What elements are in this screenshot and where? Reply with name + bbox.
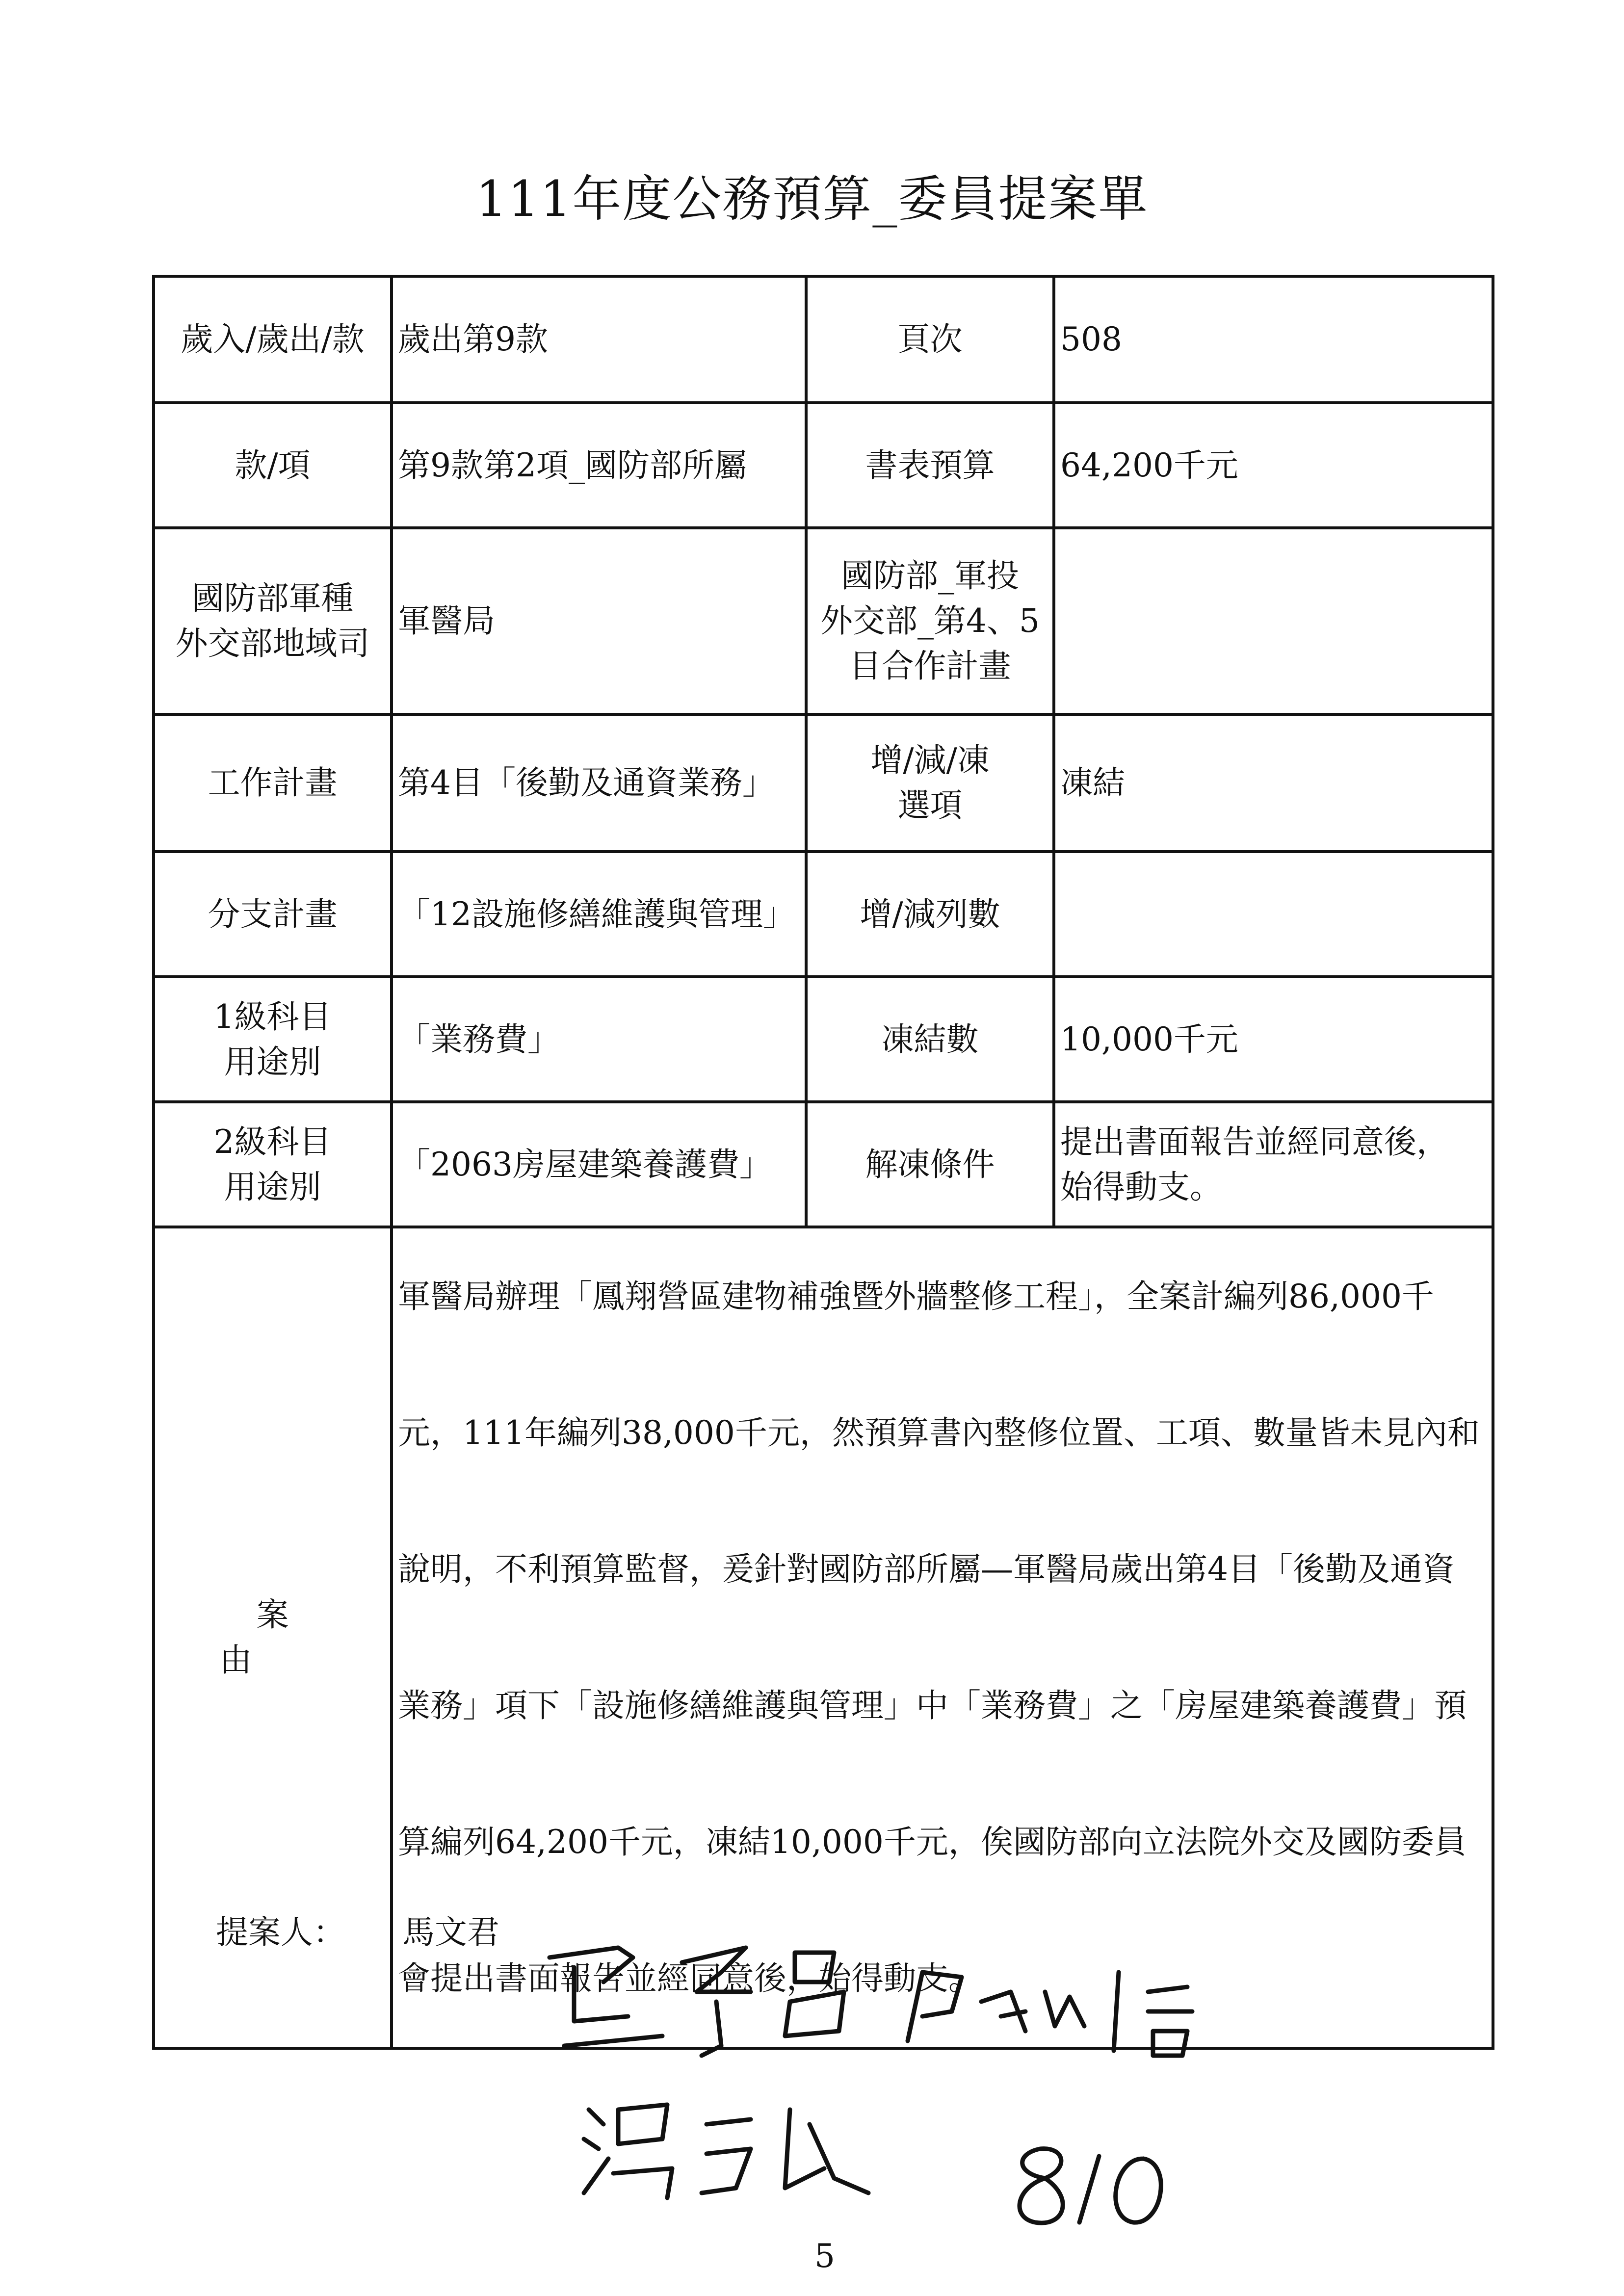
field-label: 國防部軍種 外交部地域司 (154, 528, 392, 714)
field-label: 歲入/歲出/款 (154, 276, 392, 403)
field-label: 工作計畫 (154, 714, 392, 852)
page-title: 111年度公務預算_委員提案單 (475, 170, 1149, 228)
field-label: 解凍條件 (806, 1102, 1054, 1227)
field-value: 64,200千元 (1054, 403, 1493, 528)
field-label: 國防部_軍投 外交部_第4、5 目合作計畫 (806, 528, 1054, 714)
signature-wen (584, 2105, 868, 2198)
field-label: 款/項 (154, 403, 392, 528)
field-label: 增/減/凍 選項 (806, 714, 1054, 852)
reason-label-text: 案由 (219, 1596, 363, 1679)
field-value: 歲出第9款 (392, 276, 806, 403)
reason-text: 軍醫局辦理「鳳翔營區建物補強暨外牆整修工程」，全案計編列86,000千元，111年編列38,000千元，然預算書內整修位置、工項、數量皆未見內和說明，不利預算監督，爰針對國防部所屬—軍醫局歲出第4目「後勤及通資業務」項下「設施修繕維護與管理」中「業務費」之「房屋建築養護費」預算編列64,200千元，凍結10,000千元，俟國防部向立法院外交及國防委員會提出書面報告並經同意後，始得動支。 (398, 1278, 1480, 1997)
field-value: 508 (1054, 276, 1493, 403)
field-value: 「業務費」 (392, 977, 806, 1102)
field-label: 書表預算 (806, 403, 1054, 528)
field-label: 增/減列數 (806, 852, 1054, 977)
field-value: 10,000千元 (1054, 977, 1493, 1102)
field-value: 「2063房屋建築養護費」 (392, 1102, 806, 1227)
field-value: 「12設施修繕維護與管理」 (392, 852, 806, 977)
signature-chen (908, 1972, 1192, 2056)
page-number: 5 (814, 2237, 835, 2275)
handwritten-number (1020, 2149, 1161, 2223)
proposer-label: 提案人： (216, 1913, 345, 1951)
field-label: 分支計畫 (154, 852, 392, 977)
proposer-name: 馬文君 (402, 1913, 499, 1951)
field-value: 第4目「後勤及通資業務」 (392, 714, 806, 852)
field-value: 凍結 (1054, 714, 1493, 852)
field-label: 頁次 (806, 276, 1054, 403)
field-value: 提出書面報告並經同意後， 始得動支。 (1054, 1102, 1493, 1227)
field-value: 軍醫局 (392, 528, 806, 714)
field-label: 2級科目 用途別 (154, 1102, 392, 1227)
field-label: 1級科目 用途別 (154, 977, 392, 1102)
field-label: 凍結數 (806, 977, 1054, 1102)
field-value: 第9款第2項_國防部所屬 (392, 403, 806, 528)
signature-ma (550, 1948, 844, 2056)
